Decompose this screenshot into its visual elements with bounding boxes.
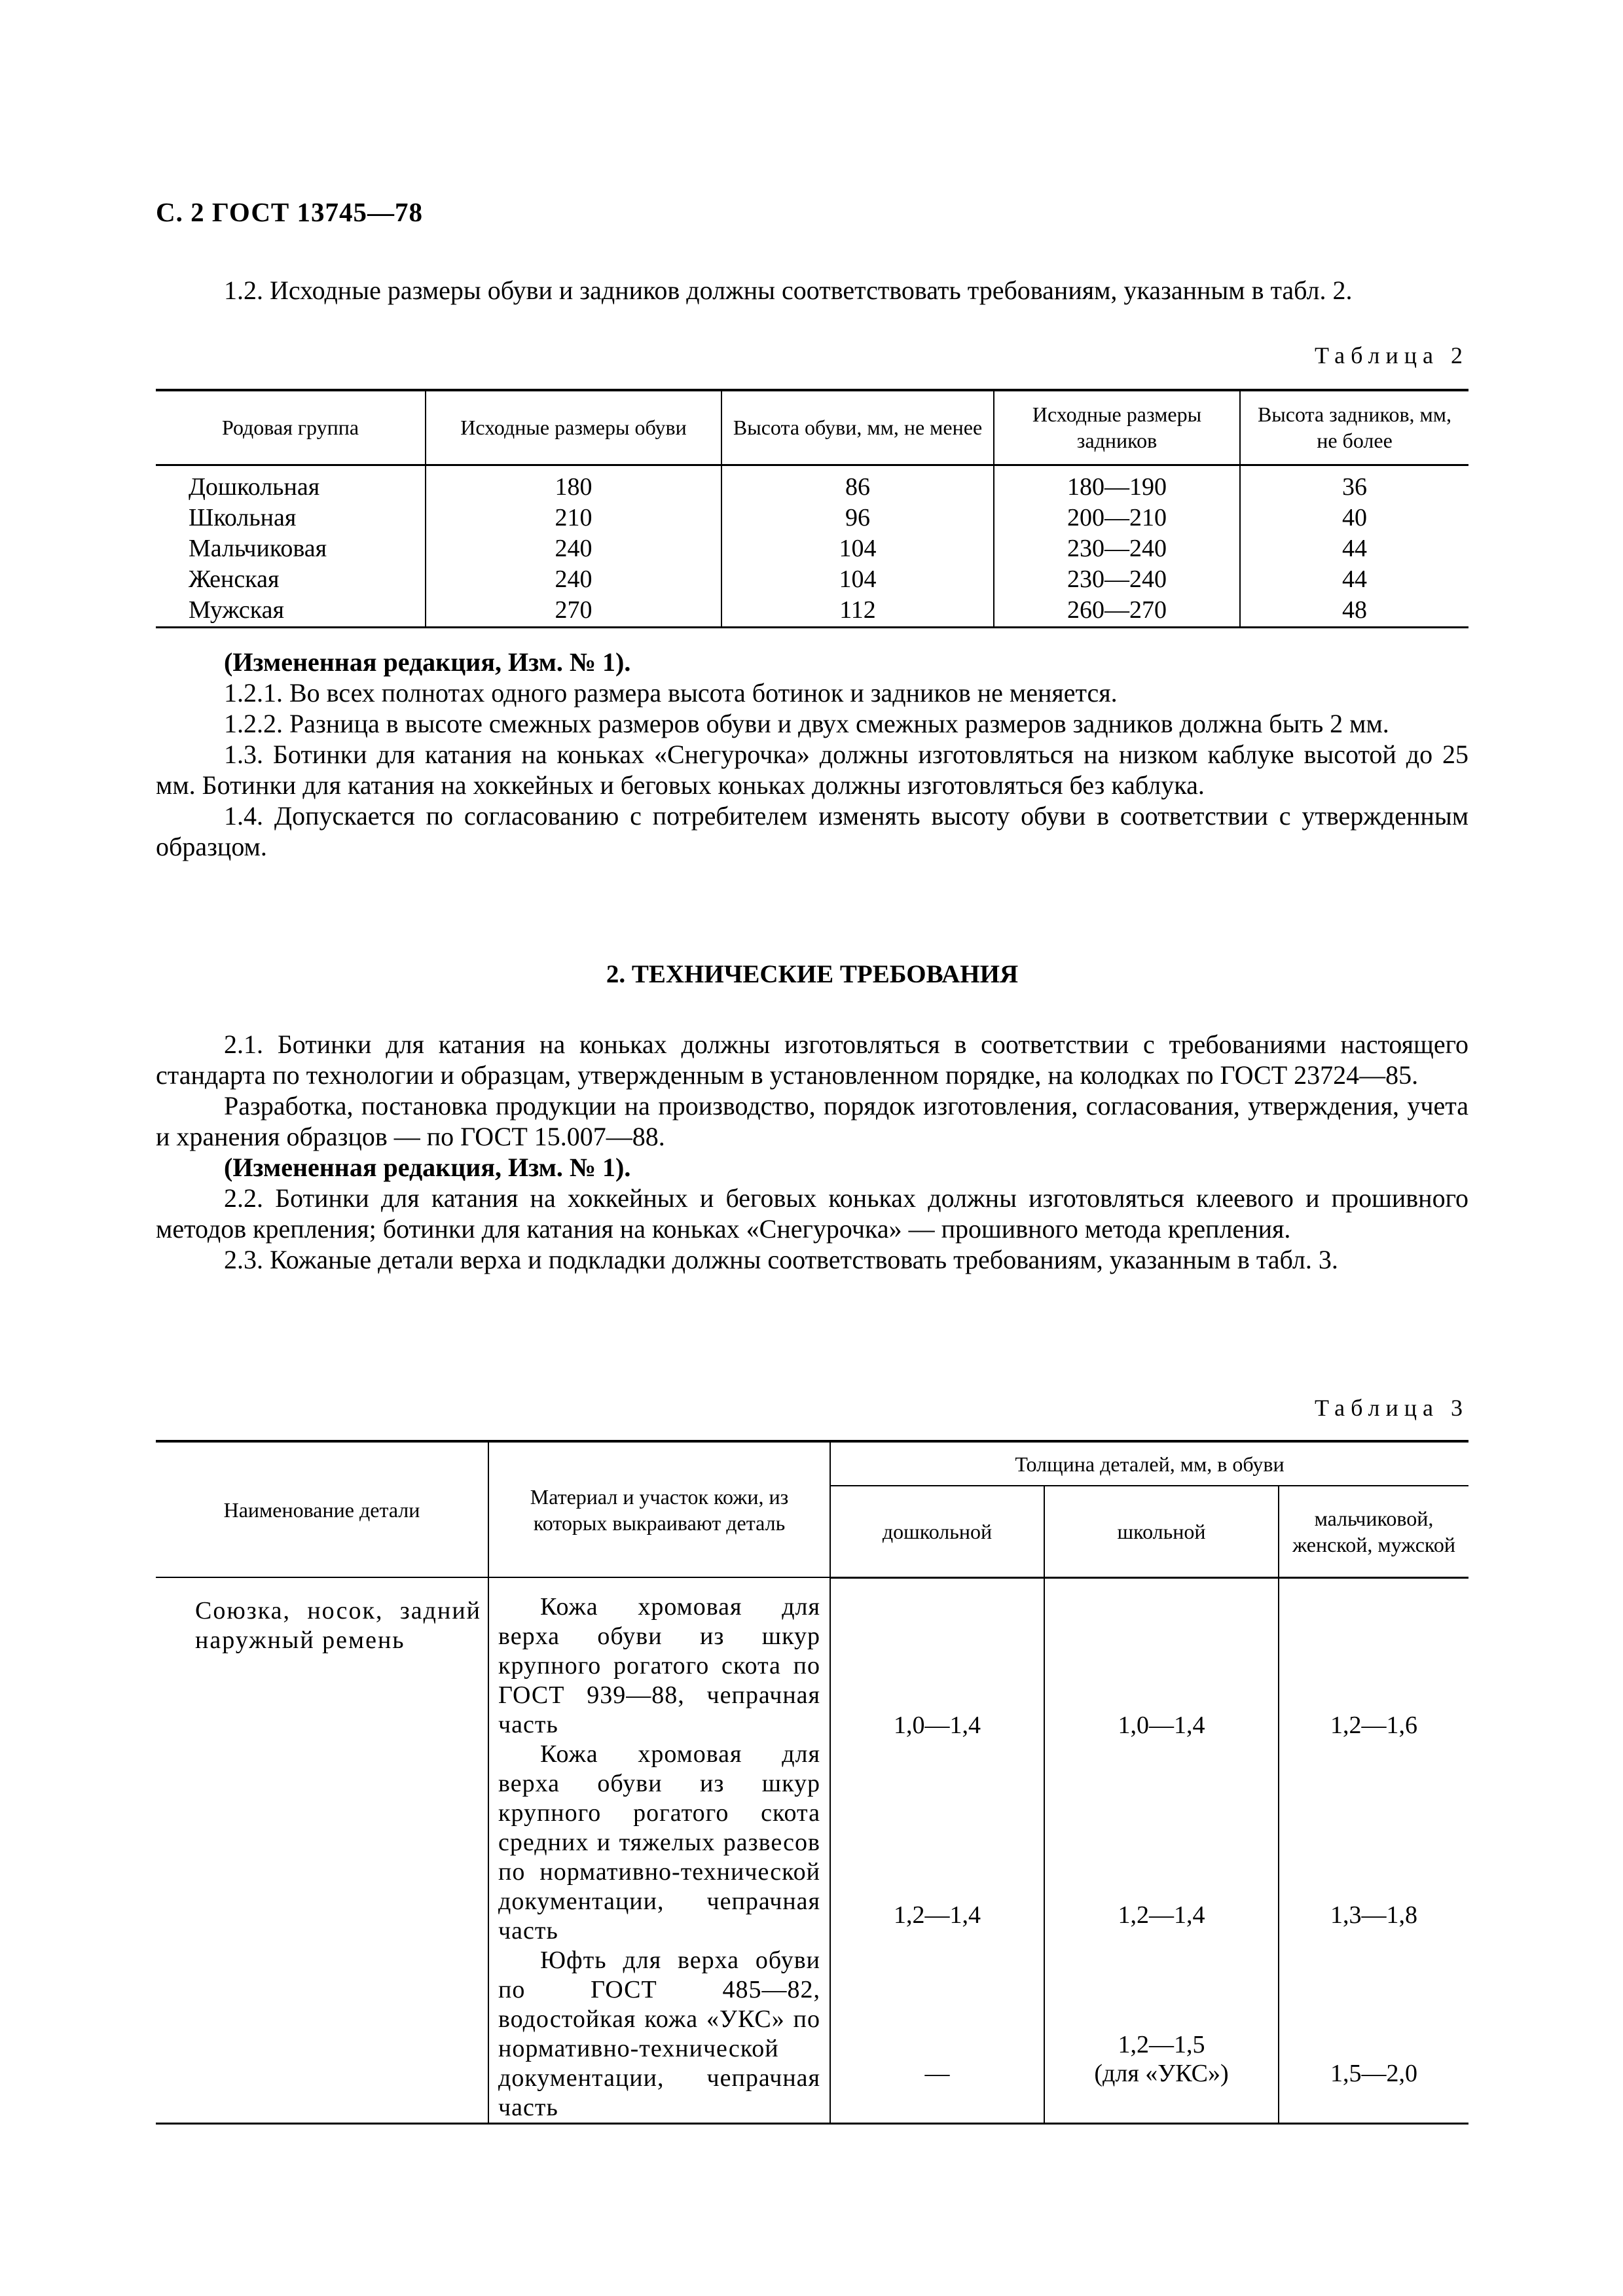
part-name-cell: Союзка, носок, задний наружный ремень <box>195 1597 481 1654</box>
table3-caption: Таблица 3 <box>1315 1395 1468 1421</box>
cell: 200—210 <box>994 503 1240 534</box>
value: 1,2—1,4 <box>1118 1901 1205 1929</box>
cell: Дошкольная <box>189 473 320 501</box>
school-values <box>1044 1577 1279 2124</box>
cell: 40 <box>1240 503 1468 534</box>
material-entry: Кожа хромовая для верха обуви из шкур крупного рогатого скота по ГОСТ 939—88, чепрачная часть <box>498 1593 820 1738</box>
paragraph-1-4: 1.4. Допускается по согласованию с потребителем изменять высоту обуви в соответствии с утвержденным образцом. <box>156 801 1468 861</box>
col-header: Наименование детали <box>156 1441 488 1577</box>
amendment-note: (Измененная редакция, Изм. № 1). <box>224 647 631 677</box>
cell: 36 <box>1240 465 1468 503</box>
cell: 180 <box>426 465 721 503</box>
cell: Женская <box>189 565 280 593</box>
col-header: Исходные размеры задников <box>994 390 1240 465</box>
paragraph-text: 1.2. Исходные размеры обуви и задников должны соответствовать требованиям, указанным в табл. 2. <box>224 276 1353 305</box>
paragraph-1-2-1: 1.2.1. Во всех полнотах одного размера высота ботинок и задников не меняется. <box>224 678 1118 708</box>
cell: 240 <box>426 565 721 596</box>
material-cell <box>488 1577 830 2124</box>
material-entry: Юфть для верха обуви по ГОСТ 485—82, водостойкая кожа «УКС» по нормативно-технической документации, чепрачная часть <box>498 1946 820 2121</box>
value: — <box>924 2059 950 2087</box>
value: 1,2—1,6 <box>1330 1711 1417 1739</box>
material-entry: Кожа хромовая для верха обуви из шкур крупного рогатого скота средних и тяжелых развесов по нормативно-технической документации, чепрачная часть <box>498 1740 820 1945</box>
section-1-text <box>156 647 1468 862</box>
cell: 112 <box>721 596 994 628</box>
table3-header-row <box>156 1441 1468 1486</box>
col-header: Толщина деталей, мм, в обуви <box>830 1441 1468 1486</box>
cell: 230—240 <box>994 565 1240 596</box>
cell: 104 <box>721 534 994 565</box>
table2-header-row <box>156 390 1468 465</box>
cell: Школьная <box>189 503 297 531</box>
col-subheader: мальчиковой, женской, мужской <box>1279 1486 1468 1577</box>
amendment-note: (Измененная редакция, Изм. № 1). <box>224 1153 631 1182</box>
value: 1,0—1,4 <box>1118 1711 1205 1739</box>
table-row <box>156 465 1468 503</box>
cell: 44 <box>1240 534 1468 565</box>
cell: 240 <box>426 534 721 565</box>
col-subheader: школьной <box>1044 1486 1279 1577</box>
paragraph-2-2: 2.2. Ботинки для катания на хоккейных и беговых коньках должны изготовляться клеевого и прошивного методов крепления; ботинки для катания на коньках «Снегурочка» — прошивного метода крепления. <box>156 1183 1468 1244</box>
table-row <box>156 596 1468 628</box>
cell: Мальчиковая <box>189 534 327 562</box>
paragraph-2-1: 2.1. Ботинки для катания на коньках должны изготовляться в соответствии с требованиями настоящего стандарта по технологии и образцам, утвержденным в установленном порядке, на колодках по ГОСТ 23724—85. <box>156 1030 1468 1090</box>
paragraph-2-3: 2.3. Кожаные детали верха и подкладки должны соответствовать требованиям, указанным в табл. 3. <box>224 1245 1338 1274</box>
col-header: Высота обуви, мм, не менее <box>721 390 994 465</box>
cell: 48 <box>1240 596 1468 628</box>
table2-caption: Таблица 2 <box>1315 342 1468 368</box>
cell: Мужская <box>189 596 285 624</box>
table-row <box>156 534 1468 565</box>
cell: 270 <box>426 596 721 628</box>
cell: 86 <box>721 465 994 503</box>
section-title: 2. ТЕХНИЧЕСКИЕ ТРЕБОВАНИЯ <box>606 960 1019 988</box>
value: 1,2—1,4 <box>894 1901 981 1929</box>
col-header: Высота задников, мм, не более <box>1240 390 1468 465</box>
col-header: Материал и участок кожи, из которых выкраивают деталь <box>488 1441 830 1577</box>
cell: 44 <box>1240 565 1468 596</box>
cell: 260—270 <box>994 596 1240 628</box>
table-row <box>156 1577 1468 2124</box>
col-header: Родовая группа <box>156 390 426 465</box>
cell: 104 <box>721 565 994 596</box>
table-3 <box>156 1440 1468 2125</box>
table-row <box>156 503 1468 534</box>
uks-note: (для «УКС») <box>1094 2059 1229 2087</box>
section-2-text <box>156 1029 1468 1275</box>
preschool-values <box>830 1577 1044 2124</box>
paragraph-1-2 <box>156 275 1468 306</box>
cell: 230—240 <box>994 534 1240 565</box>
value: 1,2—1,5 <box>1118 2030 1205 2058</box>
table-2 <box>156 389 1468 628</box>
value: 1,5—2,0 <box>1330 2059 1417 2087</box>
table-row <box>156 565 1468 596</box>
cell: 180—190 <box>994 465 1240 503</box>
paragraph-1-3: 1.3. Ботинки для катания на коньках «Снегурочка» должны изготовляться на низком каблуке высотой до 25 мм. Ботинки для катания на хоккейных и беговых коньках должны изготовляться без каблука. <box>156 740 1468 800</box>
col-header: Исходные размеры обуви <box>426 390 721 465</box>
value: 1,3—1,8 <box>1330 1901 1417 1929</box>
paragraph-1-2-2: 1.2.2. Разница в высоте смежных размеров обуви и двух смежных размеров задников должна быть 2 мм. <box>224 709 1389 738</box>
cell: 210 <box>426 503 721 534</box>
page-header: С. 2 ГОСТ 13745—78 <box>156 197 424 227</box>
value: 1,0—1,4 <box>894 1711 981 1739</box>
adult-values <box>1279 1577 1468 2124</box>
cell: 96 <box>721 503 994 534</box>
col-subheader: дошкольной <box>830 1486 1044 1577</box>
paragraph-2-1-b: Разработка, постановка продукции на производство, порядок изготовления, согласования, утверждения, учета и хранения образцов — по ГОСТ 15.007—88. <box>156 1091 1468 1151</box>
